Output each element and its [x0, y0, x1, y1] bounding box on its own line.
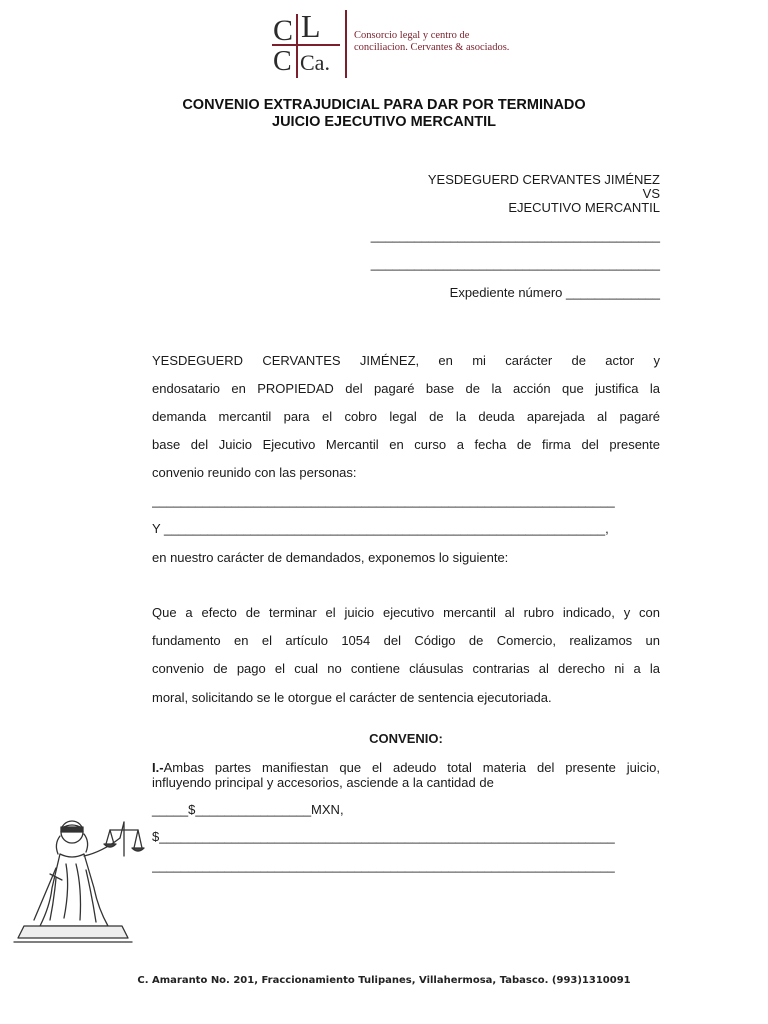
- case-blank-line-1: ________________________________________: [370, 228, 660, 243]
- purpose-line-4: moral, solicitando se le otorgue el carácter de sentencia ejecutoriada.: [152, 690, 552, 705]
- purpose-line-1: Que a efecto de terminar el juicio ejecutivo mercantil al rubro indicado, y con: [152, 605, 660, 620]
- intro-line-2: endosatario en PROPIEDAD del pagaré base de la acción que justifica la: [152, 381, 660, 396]
- intro-line-1: YESDEGUERD CERVANTES JIMÉNEZ, en mi carácter de actor y: [152, 353, 660, 368]
- logo-letter-c1: C: [273, 14, 294, 47]
- purpose-line-3: convenio de pago el cual no contiene cláusulas contrarias al derecho ni a la: [152, 661, 660, 676]
- intro-blank-line: ________________________________________________________________: [152, 493, 615, 508]
- case-blank-line-2: ________________________________________: [370, 256, 660, 271]
- clause-1-line-2: influyendo principal y accesorios, asciende a la cantidad de: [152, 775, 494, 790]
- convenio-heading: CONVENIO:: [369, 731, 443, 746]
- clause-1-number: I.-: [152, 760, 164, 775]
- document-title-line1: CONVENIO EXTRAJUDICIAL PARA DAR POR TERMINADO: [182, 97, 586, 113]
- case-type: EJECUTIVO MERCANTIL: [508, 200, 660, 215]
- logo-letter-c2: C: [273, 46, 292, 77]
- logo-text-line2: conciliacion. Cervantes & asociados.: [354, 42, 510, 53]
- intro-line-6: en nuestro carácter de demandados, exponemos lo siguiente:: [152, 550, 509, 565]
- intro-line-3: demanda mercantil para el cobro legal de la deuda aparejada al pagaré: [152, 409, 660, 424]
- logo-text-line1: Consorcio legal y centro de: [354, 30, 470, 41]
- clause-1-line-1: [152, 760, 660, 775]
- convenio-blank-line: ________________________________________________________________: [152, 858, 615, 873]
- case-party: YESDEGUERD CERVANTES JIMÉNEZ: [427, 172, 660, 187]
- clause-1-text: Ambas partes manifiestan que el adeudo total materia del presente juicio,: [163, 760, 660, 775]
- logo-text: [354, 30, 544, 54]
- case-vs: VS: [642, 186, 660, 201]
- logo-letters-ca: Ca.: [300, 50, 330, 75]
- dollar-line: $_______________________________________________________________: [152, 829, 615, 844]
- intro-y-line: Y _____________________________________________________________,: [152, 521, 609, 536]
- case-expediente: Expediente número _____________: [449, 285, 660, 300]
- footer-address: C. Amaranto No. 201, Fraccionamiento Tulipanes, Villahermosa, Tabasco. (993)1310091: [137, 975, 631, 986]
- document-title-line2: JUICIO EJECUTIVO MERCANTIL: [272, 114, 496, 130]
- intro-line-4: base del Juicio Ejecutivo Mercantil en curso a fecha de firma del presente: [152, 437, 660, 452]
- lady-justice-icon: [10, 808, 160, 948]
- logo-letter-l: L: [301, 8, 321, 44]
- amount-line: _____$________________MXN,: [152, 802, 344, 817]
- purpose-line-2: fundamento en el artículo 1054 del Código de Comercio, realizamos un: [152, 633, 660, 648]
- intro-line-5: convenio reunido con las personas:: [152, 465, 357, 480]
- logo: [268, 8, 538, 78]
